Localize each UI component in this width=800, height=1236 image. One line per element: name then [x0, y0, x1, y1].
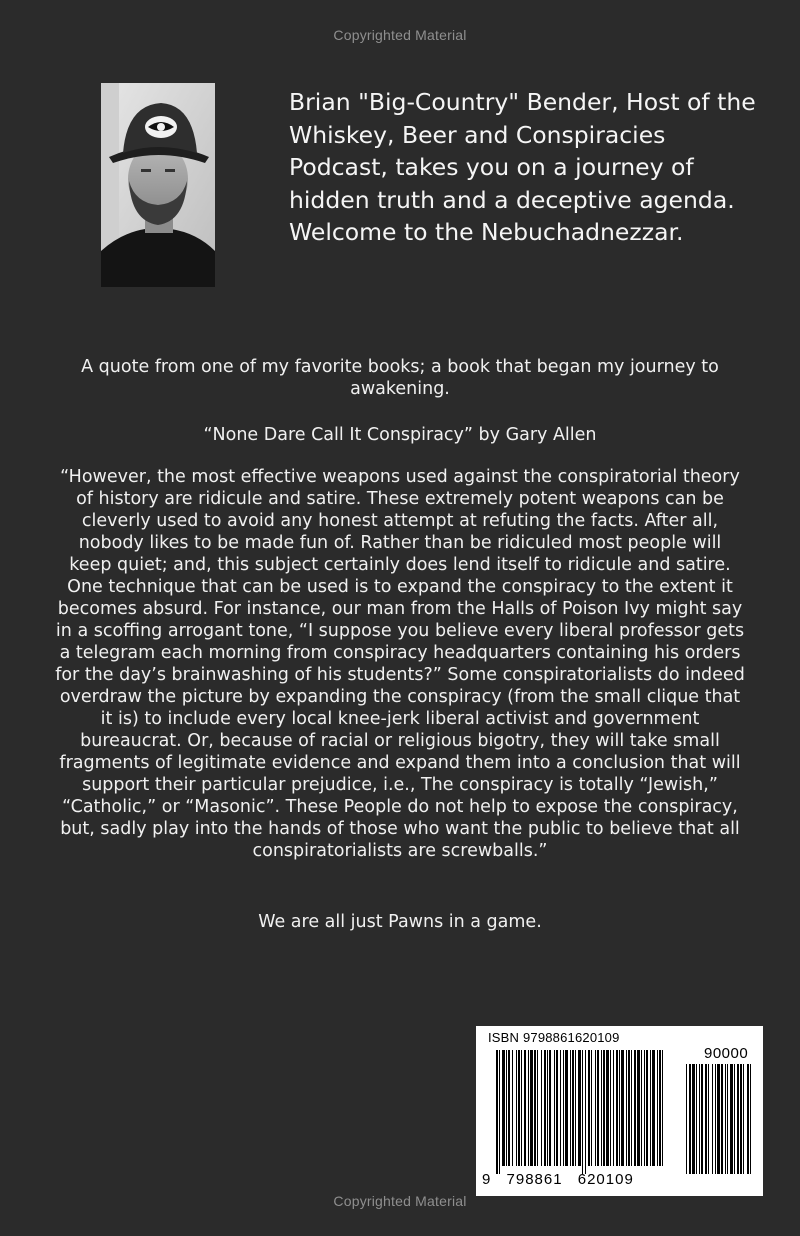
barcode-bar: [644, 1050, 645, 1166]
barcode-bar: [578, 1050, 581, 1166]
closing-line: We are all just Pawns in a game.: [258, 912, 542, 932]
barcode-bar: [560, 1050, 561, 1166]
barcode-bar: [554, 1050, 555, 1166]
barcode-addon-bar: [734, 1064, 735, 1174]
barcode-bar: [556, 1050, 558, 1166]
barcode-addon-bar: [705, 1064, 707, 1174]
barcode-bar: [634, 1050, 636, 1166]
barcode-addon-bar: [699, 1064, 700, 1174]
barcode-bar: [549, 1050, 551, 1166]
copyright-watermark-bottom: Copyrighted Material: [333, 1193, 467, 1209]
barcode-bar: [613, 1050, 614, 1166]
barcode-addon-bar: [725, 1064, 726, 1174]
barcode-bar: [524, 1050, 526, 1166]
barcode-addon-bar: [743, 1064, 744, 1174]
barcode-bar: [541, 1050, 542, 1166]
barcode-addon-bar: [701, 1064, 703, 1174]
barcode-addon-bar: [721, 1064, 723, 1174]
barcode-bar: [588, 1050, 590, 1166]
copyright-watermark-top: Copyrighted Material: [333, 27, 467, 43]
barcode-bar: [603, 1050, 605, 1166]
barcode-bar: [601, 1050, 602, 1166]
barcode-addon-bar: [717, 1064, 720, 1174]
barcode-addon-bar: [747, 1064, 749, 1174]
barcode-addon-bar: [708, 1064, 709, 1174]
barcode-bar: [512, 1050, 513, 1166]
isbn-label: ISBN 9798861620109: [488, 1030, 620, 1045]
price-code: 90000: [704, 1045, 749, 1062]
book-reference: “None Dare Call It Conspiracy” by Gary Allen: [203, 425, 597, 445]
barcode-bar: [659, 1050, 661, 1166]
barcode-bar: [528, 1050, 529, 1166]
barcode-addon-bar: [737, 1064, 739, 1174]
barcode-bar: [516, 1050, 517, 1166]
barcode-bar: [652, 1050, 655, 1166]
intro-paragraph: A quote from one of my favorite books; a book that began my journey to awakening.: [81, 357, 719, 399]
barcode-bar: [646, 1050, 648, 1166]
barcode-addon-bar: [740, 1064, 742, 1174]
barcode-bar: [637, 1050, 640, 1166]
barcode-addon-bar: [686, 1064, 687, 1174]
barcode-bar: [518, 1050, 520, 1166]
barcode-bar: [619, 1050, 620, 1166]
barcode-bar: [547, 1050, 548, 1166]
barcode-bar: [563, 1050, 564, 1166]
barcode-bar: [657, 1050, 658, 1166]
barcode-addon-bar: [696, 1064, 697, 1174]
barcode-bar: [650, 1050, 651, 1166]
barcode-bar: [621, 1050, 624, 1166]
barcode-bar: [631, 1050, 632, 1166]
barcode-addon-bar: [727, 1064, 728, 1174]
author-photo: [101, 83, 215, 287]
barcode-bar: [521, 1050, 522, 1166]
barcode-bar: [597, 1050, 599, 1166]
isbn-barcode-block: [476, 1026, 763, 1196]
isbn-digits: 9 798861 620109: [482, 1171, 634, 1188]
barcode-addon-bar: [689, 1064, 691, 1174]
barcode-bar: [496, 1050, 498, 1174]
barcode-addon-bar: [730, 1064, 733, 1174]
barcode-bar: [628, 1050, 630, 1166]
barcode-bar: [585, 1050, 586, 1174]
barcode-bar: [537, 1050, 538, 1166]
barcode-bar: [534, 1050, 536, 1166]
barcode-bar: [544, 1050, 546, 1166]
barcode-bar: [641, 1050, 642, 1166]
barcode-bar: [506, 1050, 507, 1166]
author-blurb: Brian "Big-Country" Bender, Host of the Whiskey, Beer and Conspiracies Podcast, takes you on a journey of hidden truth and a deceptive agenda. Welcome to the Nebuchadnezzar.: [289, 88, 756, 246]
barcode-bar: [502, 1050, 505, 1166]
barcode-bar: [572, 1050, 574, 1166]
barcode-bar: [616, 1050, 618, 1166]
barcode-bar: [570, 1050, 571, 1166]
barcode-addon-bar: [715, 1064, 716, 1174]
barcode-bar: [662, 1050, 663, 1166]
barcode-bar: [582, 1050, 583, 1174]
barcode-bar: [499, 1050, 500, 1174]
barcode-bar: [591, 1050, 592, 1166]
barcode-addon-bar: [712, 1064, 713, 1174]
barcode-addon-bar: [750, 1064, 751, 1174]
barcode-bar: [626, 1050, 627, 1166]
barcode-bar: [595, 1050, 596, 1166]
barcode-bar: [575, 1050, 576, 1166]
quote-paragraph: “However, the most effective weapons used against the conspiratorial theory of history are ridicule and satire. These extremely potent weapons can be cleverly used to avoid any honest attempt at refuting the facts. After all, nobody likes to be made fun of. Rather than be ridiculed most people will keep quiet; and, this subject certainly does lend itself to ridicule and satire. One technique that can be used is to expand the conspiracy to the extent it becomes absurd. For instance, our man from the Halls of Poison Ivy might say in a scoffing arrogant tone, “I suppose you believe every liberal professor gets a telegram each morning from conspiracy headquarters containing his orders for the day’s brainwashing of his students?” Some conspiratorialists do indeed overdraw the picture by expanding the conspiracy (from the small clique that it is) to include every local knee-jerk liberal activist and government bureaucrat. Or, because of racial or religious bigotry, they will take small fragments of legitimate evidence and expand them into a conclusion that will support their particular prejudice, i.e., The conspiracy is totally “Jewish,” “Catholic,” or “Masonic”. These People do not help to expose the conspiracy, but, sadly play into the hands of those who want the public to believe that all conspiratorialists are screwballs.”: [55, 467, 745, 861]
barcode-bar: [530, 1050, 533, 1166]
barcode-bar: [606, 1050, 609, 1166]
barcode-addon-bar: [692, 1064, 695, 1174]
barcode-bar: [508, 1050, 510, 1166]
barcode-bar: [610, 1050, 611, 1166]
barcode-bar: [565, 1050, 568, 1166]
